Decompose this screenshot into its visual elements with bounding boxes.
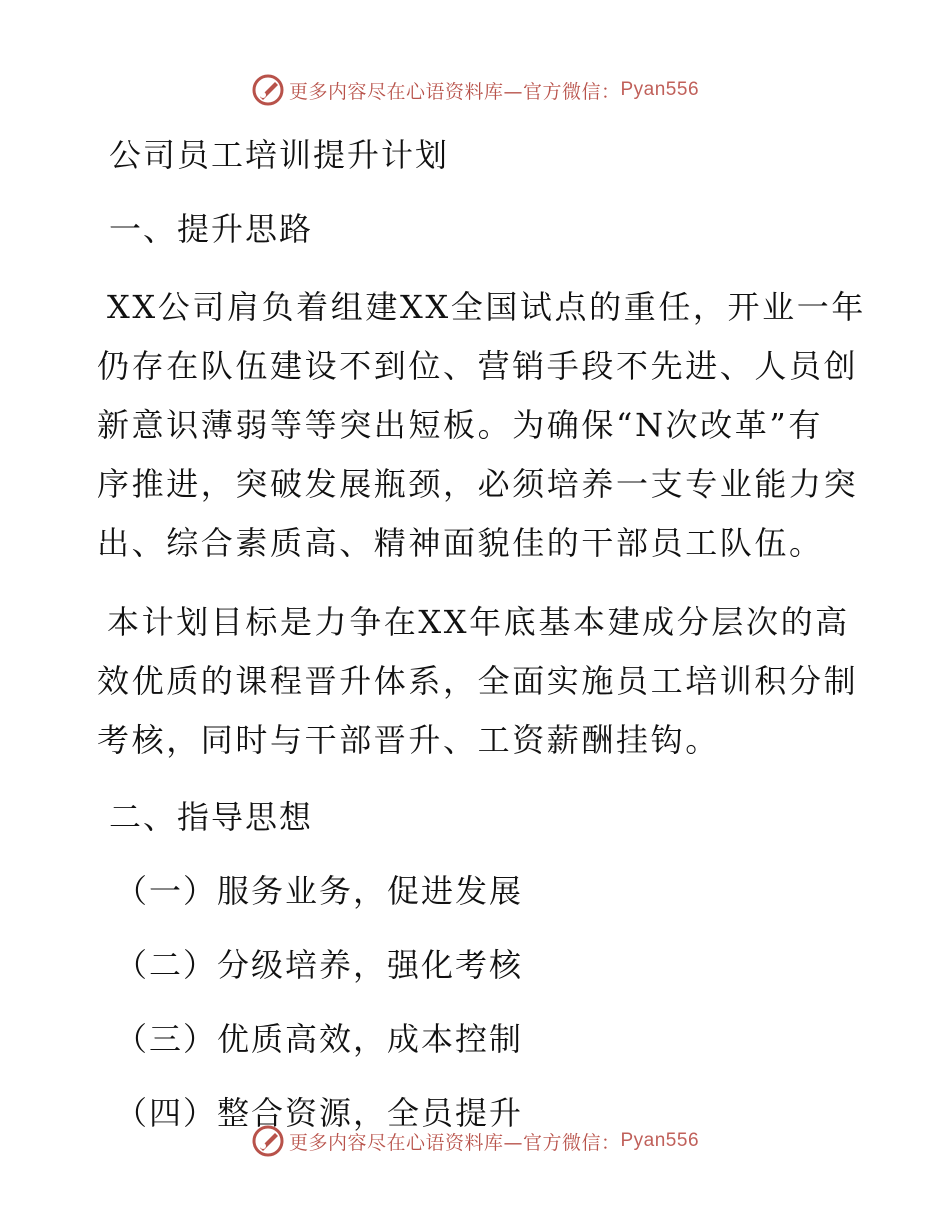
footer-watermark <box>0 1121 950 1161</box>
paragraph-line: 仍存在队伍建设不到位、营销手段不先进、人员创 <box>97 347 859 385</box>
paragraph-goal <box>97 593 857 770</box>
principle-item: （一）服务业务，促进发展 <box>115 872 524 910</box>
watermark-contact: Pyan556 <box>620 79 700 100</box>
header-watermark <box>0 70 950 110</box>
paragraph-line: XX公司肩负着组建XX全国试点的重任，开业一年 <box>107 288 866 326</box>
logo-icon <box>251 73 285 107</box>
watermark-contact: Pyan556 <box>620 1130 700 1151</box>
paragraph-line: 效优质的课程晋升体系，全面实施员工培训积分制 <box>97 662 859 700</box>
paragraph-background <box>97 278 866 573</box>
principle-item: （三）优质高效，成本控制 <box>115 1020 524 1058</box>
paragraph-line: 考核，同时与干部晋升、工资薪酬挂钩。 <box>97 721 720 759</box>
paragraph-line: 新意识薄弱等等突出短板。为确保“N次改革”有 <box>97 406 823 444</box>
watermark-text: 更多内容尽在心语资料库—官方微信： <box>288 80 621 103</box>
section-heading-guiding-ideas: 二、指导思想 <box>109 798 314 836</box>
paragraph-line: 序推进，突破发展瓶颈，必须培养一支专业能力突 <box>97 465 859 503</box>
principle-item: （四）整合资源，全员提升 <box>115 1094 524 1132</box>
watermark-text: 更多内容尽在心语资料库—官方微信： <box>288 1131 621 1154</box>
principle-item: （二）分级培养，强化考核 <box>115 946 524 984</box>
paragraph-line: 出、综合素质高、精神面貌佳的干部员工队伍。 <box>97 524 824 562</box>
logo-icon <box>251 1124 285 1158</box>
section-heading-approach: 一、提升思路 <box>109 210 314 248</box>
document-body <box>97 120 866 1142</box>
paragraph-line: 本计划目标是力争在XX年底基本建成分层次的高 <box>107 603 850 641</box>
document-title: 公司员工培训提升计划 <box>109 136 450 174</box>
